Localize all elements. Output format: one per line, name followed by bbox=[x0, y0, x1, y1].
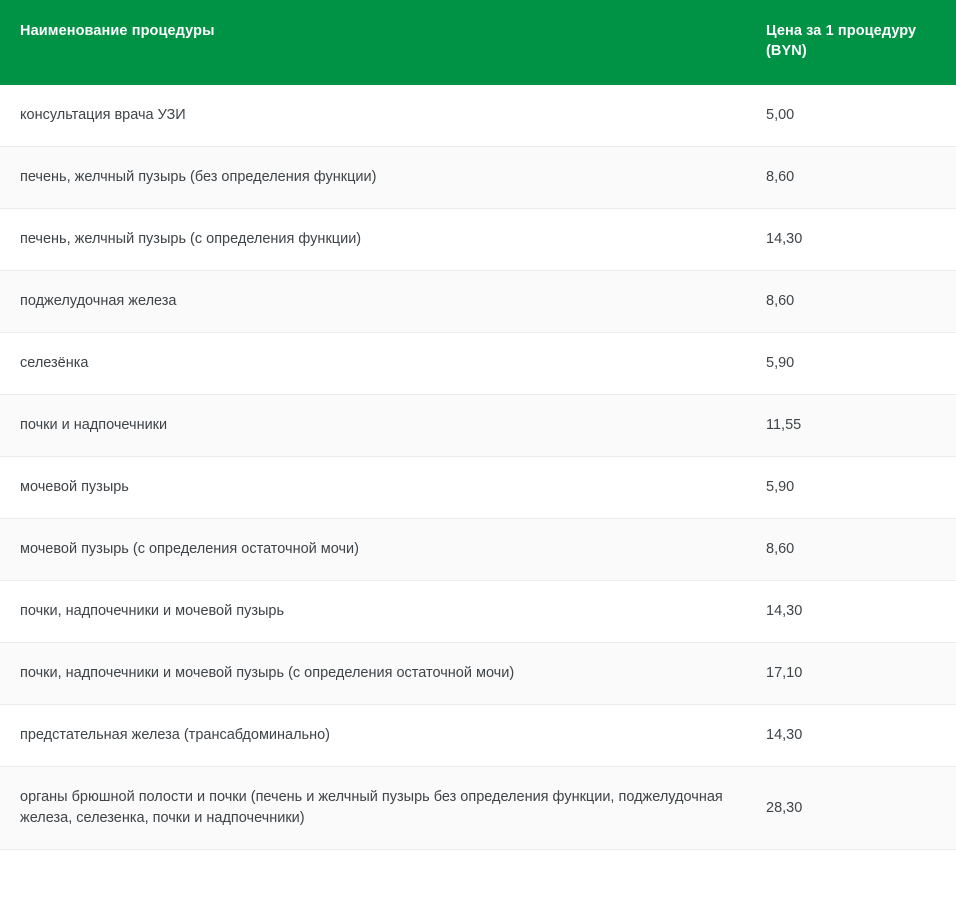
cell-price: 8,60 bbox=[746, 147, 956, 209]
table-row bbox=[0, 457, 956, 519]
table-header bbox=[0, 0, 956, 85]
column-header-price-line1: Цена за 1 процедуру bbox=[766, 23, 917, 39]
cell-price: 5,90 bbox=[746, 333, 956, 395]
cell-price: 14,30 bbox=[746, 209, 956, 271]
cell-procedure-name: мочевой пузырь (с определения остаточной мочи) bbox=[0, 519, 746, 581]
cell-procedure-name: печень, желчный пузырь (с определения функции) bbox=[0, 209, 746, 271]
table-row bbox=[0, 767, 956, 850]
table-row bbox=[0, 705, 956, 767]
column-header-price bbox=[746, 0, 956, 85]
table-row bbox=[0, 643, 956, 705]
table-row bbox=[0, 271, 956, 333]
cell-procedure-name: селезёнка bbox=[0, 333, 746, 395]
table-header-row bbox=[0, 0, 956, 85]
cell-procedure-name: предстательная железа (трансабдоминально) bbox=[0, 705, 746, 767]
cell-procedure-name: печень, желчный пузырь (без определения функции) bbox=[0, 147, 746, 209]
table-row bbox=[0, 85, 956, 147]
cell-procedure-name: почки, надпочечники и мочевой пузырь bbox=[0, 581, 746, 643]
cell-procedure-name: мочевой пузырь bbox=[0, 457, 746, 519]
table-body bbox=[0, 85, 956, 850]
cell-price: 5,00 bbox=[746, 85, 956, 147]
cell-price: 17,10 bbox=[746, 643, 956, 705]
cell-price: 28,30 bbox=[746, 767, 956, 850]
cell-procedure-name: органы брюшной полости и почки (печень и желчный пузырь без определения функции, поджелудочная железа, селезенка, почки и надпочечники) bbox=[0, 767, 746, 850]
table-row bbox=[0, 333, 956, 395]
table-row bbox=[0, 209, 956, 271]
cell-price: 5,90 bbox=[746, 457, 956, 519]
column-header-price-line2: (BYN) bbox=[766, 42, 807, 59]
cell-procedure-name: почки и надпочечники bbox=[0, 395, 746, 457]
table-row bbox=[0, 395, 956, 457]
cell-price: 14,30 bbox=[746, 705, 956, 767]
table-row bbox=[0, 147, 956, 209]
table-row bbox=[0, 519, 956, 581]
cell-price: 8,60 bbox=[746, 519, 956, 581]
cell-price: 8,60 bbox=[746, 271, 956, 333]
table-row bbox=[0, 581, 956, 643]
cell-procedure-name: консультация врача УЗИ bbox=[0, 85, 746, 147]
cell-price: 14,30 bbox=[746, 581, 956, 643]
cell-price: 11,55 bbox=[746, 395, 956, 457]
column-header-procedure-name bbox=[0, 0, 746, 85]
cell-procedure-name: почки, надпочечники и мочевой пузырь (с определения остаточной мочи) bbox=[0, 643, 746, 705]
cell-procedure-name: поджелудочная железа bbox=[0, 271, 746, 333]
column-header-procedure-name-text: Наименование процедуры bbox=[20, 23, 215, 39]
